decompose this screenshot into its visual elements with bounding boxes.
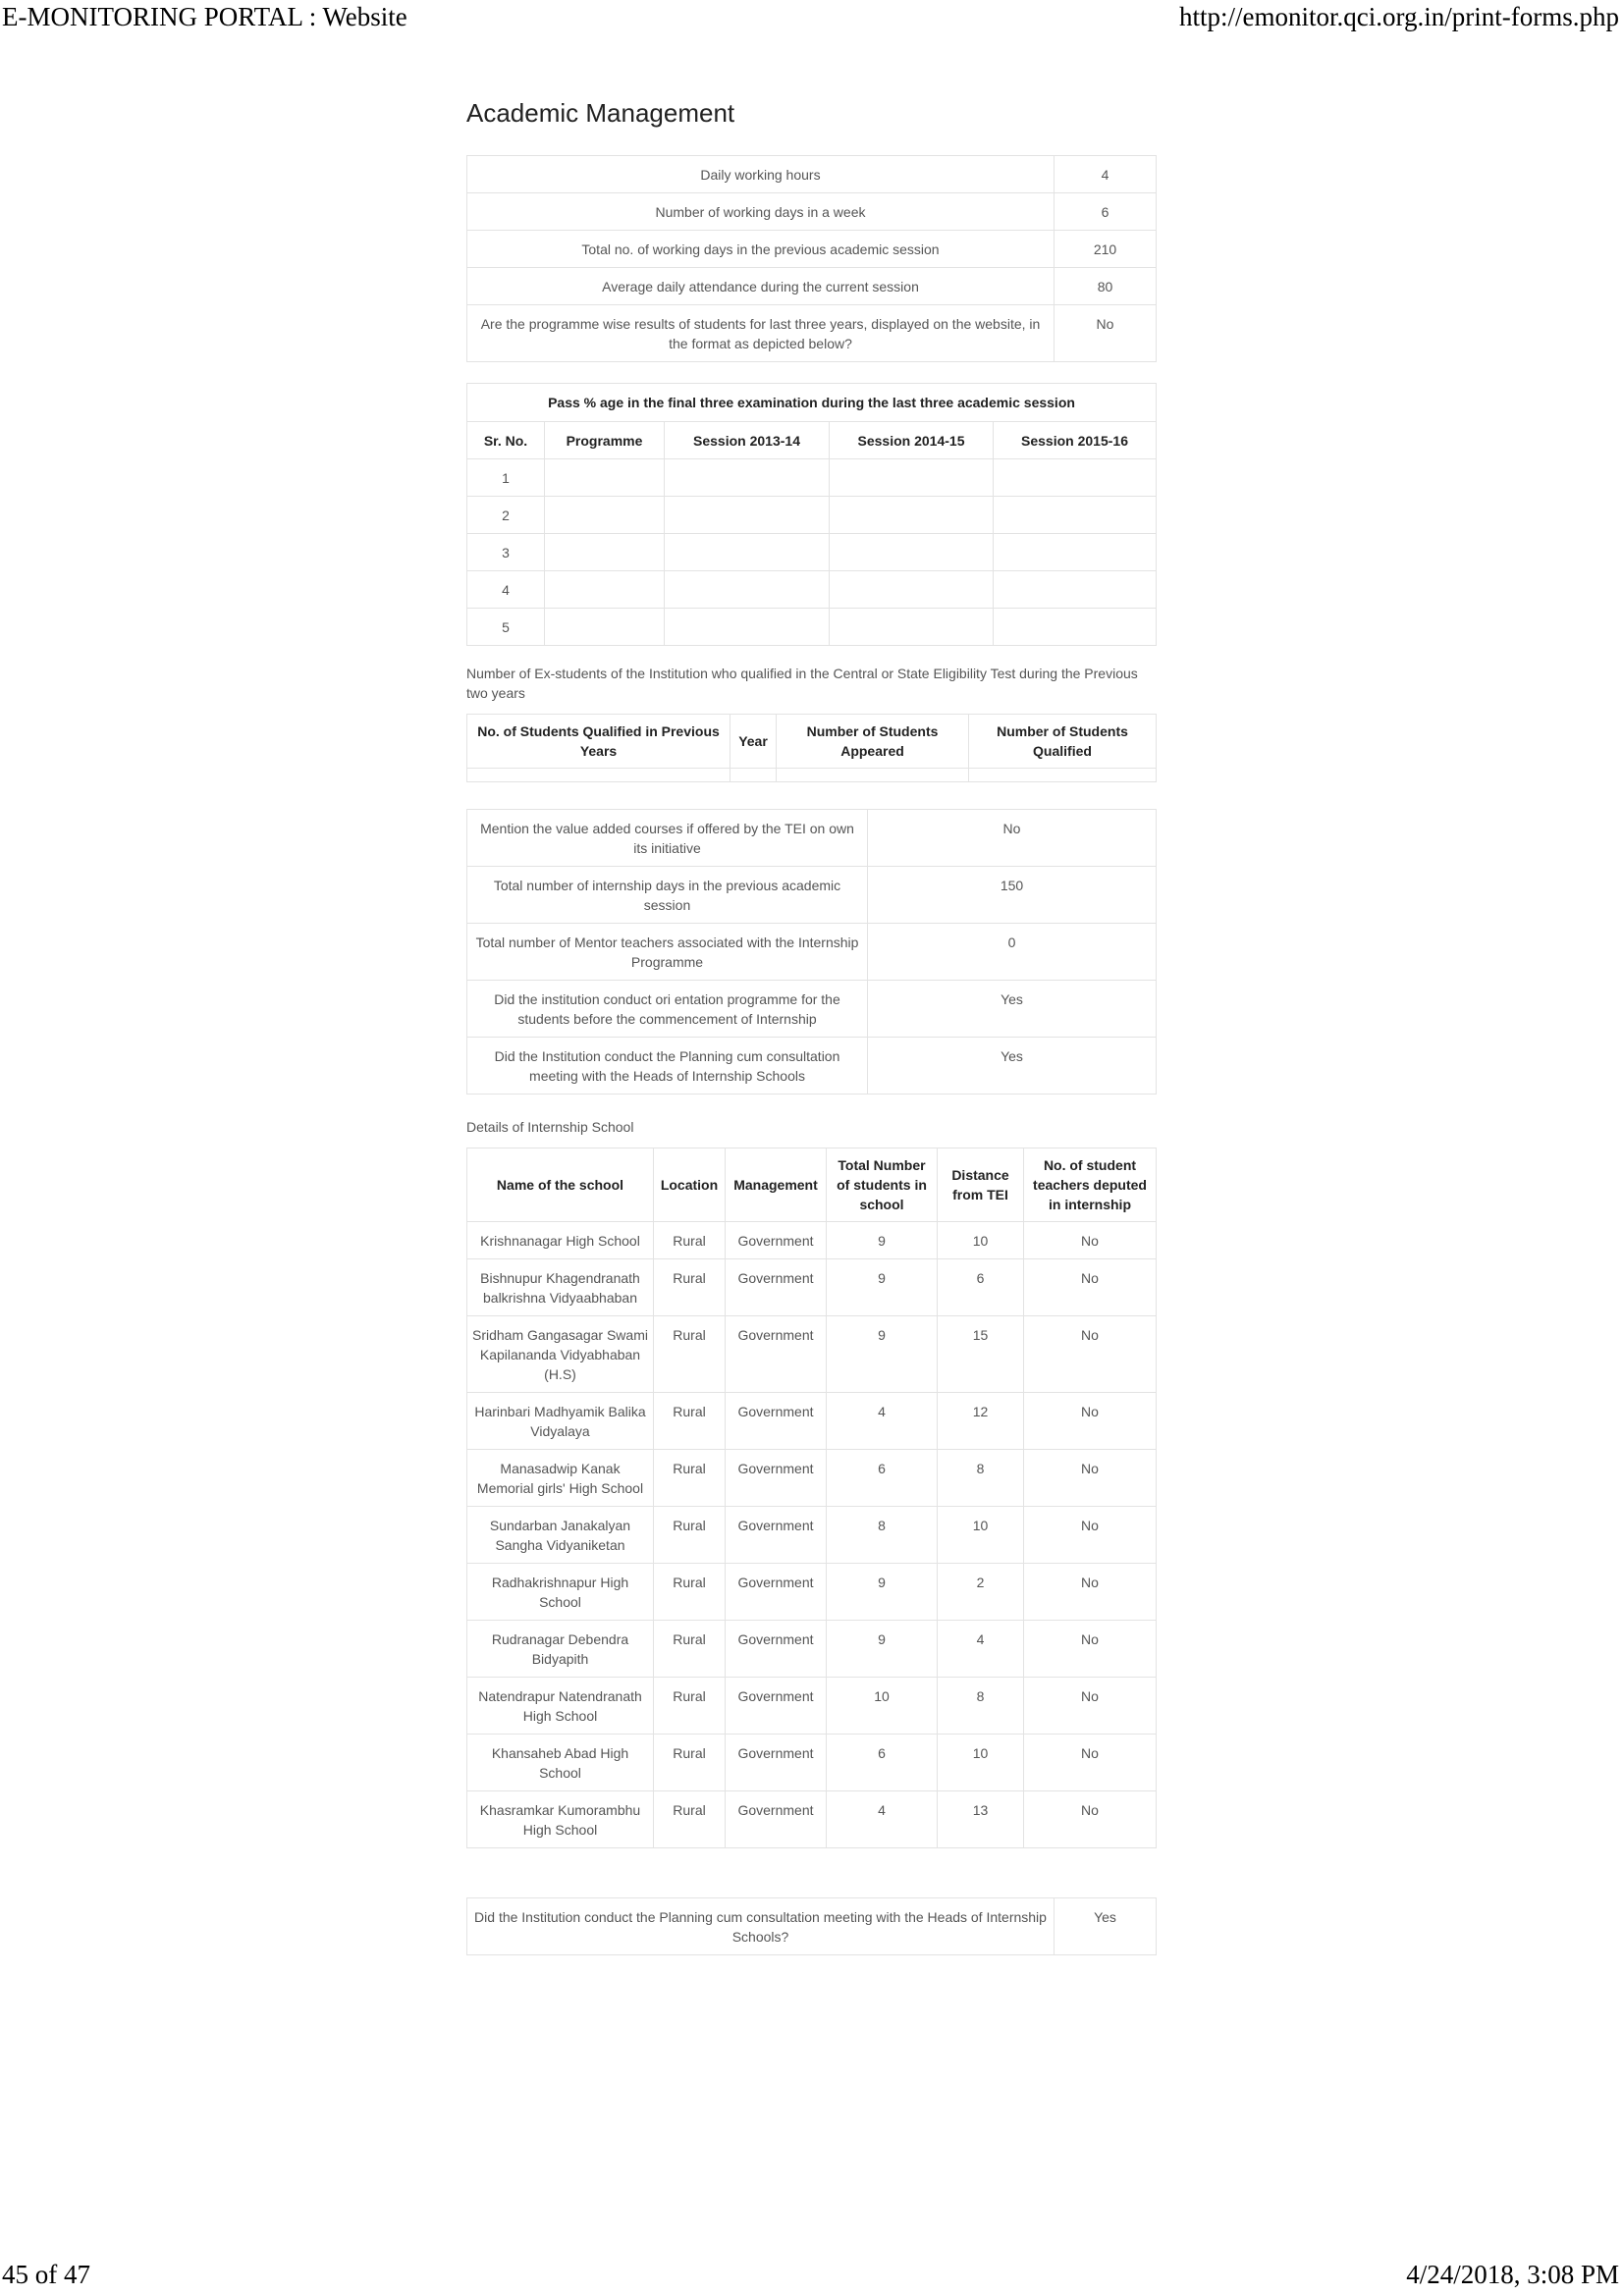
schools-header: Distance from TEI [938,1148,1024,1222]
internship-label: Total number of internship days in the previous academic session [467,867,868,924]
cell [730,769,777,782]
school-total-students: 4 [827,1791,938,1848]
table-row [467,1450,1157,1507]
school-name: Khasramkar Kumorambhu High School [467,1791,654,1848]
cell [830,497,994,534]
cell [969,769,1157,782]
print-datetime: 4/24/2018, 3:08 PM [1406,2260,1619,2289]
print-header [0,0,1623,33]
pass-sr-no: 1 [467,459,545,497]
cell [665,609,830,646]
table-row [467,1316,1157,1393]
academic-label: Number of working days in a week [467,193,1055,231]
academic-value: 80 [1055,268,1157,305]
internship-schools-table [466,1148,1157,1848]
school-name: Sundarban Janakalyan Sangha Vidyaniketan [467,1507,654,1564]
internship-label: Total number of Mentor teachers associated with the Internship Programme [467,924,868,981]
cell [994,571,1157,609]
cell [665,534,830,571]
cell [545,497,665,534]
cell [665,571,830,609]
internship-label: Did the institution conduct ori entation programme for the students before the commencement of Internship [467,981,868,1038]
school-location: Rural [654,1259,726,1316]
pass-table-header: Programme [545,422,665,459]
school-distance: 13 [938,1791,1024,1848]
school-student-teachers: No [1024,1564,1157,1621]
ex-students-header: No. of Students Qualified in Previous Years [467,715,730,769]
academic-label: Total no. of working days in the previous academic session [467,231,1055,268]
internship-row [467,924,1157,981]
pass-table-title: Pass % age in the final three examination during the last three academic session [467,384,1157,422]
school-name: Sridham Gangasagar Swami Kapilananda Vidyabhaban (H.S) [467,1316,654,1393]
pass-sr-no: 3 [467,534,545,571]
final-question-table [466,1897,1157,1955]
ex-students-header: Number of Students Qualified [969,715,1157,769]
table-row [467,1259,1157,1316]
internship-value: Yes [868,981,1157,1038]
school-location: Rural [654,1678,726,1735]
academic-value: 210 [1055,231,1157,268]
cell [665,459,830,497]
cell [830,534,994,571]
schools-caption: Details of Internship School [466,1119,634,1135]
academic-row [467,231,1157,268]
print-header-url: http://emonitor.qci.org.in/print-forms.php [1179,2,1619,31]
pass-sr-no: 4 [467,571,545,609]
school-distance: 8 [938,1450,1024,1507]
internship-info-table [466,809,1157,1095]
table-row [467,1678,1157,1735]
school-total-students: 10 [827,1678,938,1735]
school-name: Krishnanagar High School [467,1222,654,1259]
school-total-students: 9 [827,1316,938,1393]
school-management: Government [726,1450,827,1507]
final-question-row [467,1898,1157,1955]
internship-row [467,1038,1157,1095]
internship-row [467,981,1157,1038]
school-total-students: 8 [827,1507,938,1564]
school-location: Rural [654,1393,726,1450]
school-student-teachers: No [1024,1259,1157,1316]
academic-row [467,156,1157,193]
school-student-teachers: No [1024,1735,1157,1791]
school-student-teachers: No [1024,1222,1157,1259]
pass-sr-no: 5 [467,609,545,646]
academic-label: Are the programme wise results of students for last three years, displayed on the website, in the format as depicted below? [467,305,1055,362]
cell [777,769,969,782]
cell [830,459,994,497]
table-row [467,1735,1157,1791]
school-distance: 10 [938,1507,1024,1564]
pass-table-row [467,534,1157,571]
academic-value: No [1055,305,1157,362]
internship-row [467,810,1157,867]
cell [545,609,665,646]
school-student-teachers: No [1024,1450,1157,1507]
cell [545,534,665,571]
academic-row [467,305,1157,362]
school-location: Rural [654,1222,726,1259]
cell [994,609,1157,646]
table-row [467,1222,1157,1259]
school-location: Rural [654,1735,726,1791]
schools-header: Management [726,1148,827,1222]
cell [545,571,665,609]
table-row [467,1393,1157,1450]
ex-students-header: Number of Students Appeared [777,715,969,769]
internship-label: Mention the value added courses if offered by the TEI on own its initiative [467,810,868,867]
academic-row [467,193,1157,231]
school-location: Rural [654,1507,726,1564]
school-total-students: 4 [827,1393,938,1450]
pass-table-row [467,497,1157,534]
final-question-label: Did the Institution conduct the Planning cum consultation meeting with the Heads of Internship Schools? [467,1898,1055,1955]
school-name: Bishnupur Khagendranath balkrishna Vidyaabhaban [467,1259,654,1316]
school-management: Government [726,1735,827,1791]
school-location: Rural [654,1564,726,1621]
cell [994,534,1157,571]
print-footer [0,2258,1623,2291]
academic-label: Average daily attendance during the current session [467,268,1055,305]
academic-info-table [466,155,1157,362]
pass-table-row [467,459,1157,497]
internship-row [467,867,1157,924]
school-student-teachers: No [1024,1791,1157,1848]
school-student-teachers: No [1024,1316,1157,1393]
cell [467,769,730,782]
schools-header: Total Number of students in school [827,1148,938,1222]
table-row [467,1791,1157,1848]
school-location: Rural [654,1621,726,1678]
school-location: Rural [654,1450,726,1507]
school-distance: 2 [938,1564,1024,1621]
table-row [467,1621,1157,1678]
cell [545,459,665,497]
cell [830,571,994,609]
school-student-teachers: No [1024,1678,1157,1735]
school-distance: 8 [938,1678,1024,1735]
pass-percentage-table [466,383,1157,646]
school-management: Government [726,1222,827,1259]
school-location: Rural [654,1791,726,1848]
school-total-students: 6 [827,1450,938,1507]
schools-header: No. of student teachers deputed in internship [1024,1148,1157,1222]
school-total-students: 9 [827,1564,938,1621]
cell [830,609,994,646]
school-distance: 6 [938,1259,1024,1316]
school-management: Government [726,1621,827,1678]
school-management: Government [726,1791,827,1848]
school-student-teachers: No [1024,1621,1157,1678]
school-student-teachers: No [1024,1393,1157,1450]
page-number: 45 of 47 [2,2260,90,2289]
school-name: Manasadwip Kanak Memorial girls' High School [467,1450,654,1507]
academic-value: 4 [1055,156,1157,193]
school-name: Natendrapur Natendranath High School [467,1678,654,1735]
pass-table-header: Session 2014-15 [830,422,994,459]
academic-row [467,268,1157,305]
school-location: Rural [654,1316,726,1393]
final-question-value: Yes [1055,1898,1157,1955]
cell [994,497,1157,534]
school-distance: 4 [938,1621,1024,1678]
internship-label: Did the Institution conduct the Planning cum consultation meeting with the Heads of Internship Schools [467,1038,868,1095]
school-total-students: 9 [827,1621,938,1678]
school-name: Harinbari Madhyamik Balika Vidyalaya [467,1393,654,1450]
internship-value: 150 [868,867,1157,924]
school-management: Government [726,1259,827,1316]
ex-students-empty-row [467,769,1157,782]
internship-value: 0 [868,924,1157,981]
pass-table-header: Session 2013-14 [665,422,830,459]
internship-value: No [868,810,1157,867]
school-name: Radhakrishnapur High School [467,1564,654,1621]
school-total-students: 9 [827,1222,938,1259]
pass-table-header: Sr. No. [467,422,545,459]
school-name: Rudranagar Debendra Bidyapith [467,1621,654,1678]
ex-students-table [466,714,1157,782]
school-management: Government [726,1678,827,1735]
internship-value: Yes [868,1038,1157,1095]
school-total-students: 6 [827,1735,938,1791]
schools-header: Location [654,1148,726,1222]
school-distance: 10 [938,1735,1024,1791]
school-management: Government [726,1316,827,1393]
school-management: Government [726,1507,827,1564]
school-student-teachers: No [1024,1507,1157,1564]
print-header-title: E-MONITORING PORTAL : Website [2,2,407,31]
schools-header: Name of the school [467,1148,654,1222]
academic-label: Daily working hours [467,156,1055,193]
school-name: Khansaheb Abad High School [467,1735,654,1791]
cell [665,497,830,534]
school-management: Government [726,1564,827,1621]
pass-table-row [467,609,1157,646]
school-distance: 10 [938,1222,1024,1259]
table-row [467,1564,1157,1621]
ex-students-header: Year [730,715,777,769]
ex-students-caption: Number of Ex-students of the Institution who qualified in the Central or State Eligibility Test during the Previous two years [466,666,1138,701]
pass-table-row [467,571,1157,609]
school-distance: 12 [938,1393,1024,1450]
academic-value: 6 [1055,193,1157,231]
table-row [467,1507,1157,1564]
school-distance: 15 [938,1316,1024,1393]
section-title: Academic Management [466,98,735,128]
pass-sr-no: 2 [467,497,545,534]
school-total-students: 9 [827,1259,938,1316]
cell [994,459,1157,497]
school-management: Government [726,1393,827,1450]
pass-table-header: Session 2015-16 [994,422,1157,459]
